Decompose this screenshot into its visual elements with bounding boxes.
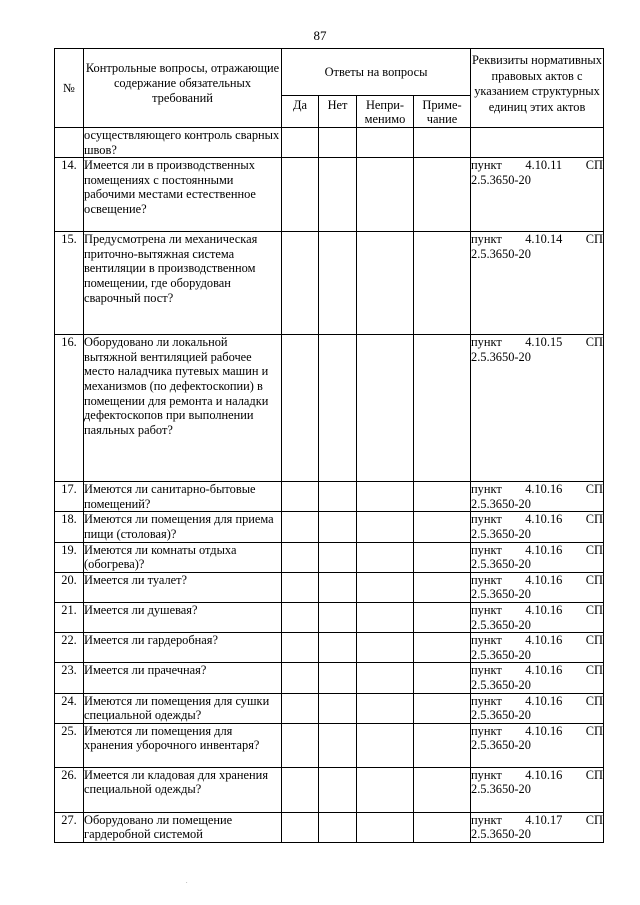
ref-clause-number: 4.10.16	[525, 767, 563, 782]
answer-note-cell[interactable]	[414, 723, 471, 767]
row-number: 20.	[55, 572, 84, 602]
ref-code: СП	[585, 542, 604, 557]
row-number: 19.	[55, 542, 84, 572]
table-row	[55, 663, 604, 693]
row-question: Имеются ли помещения для сушки специальной одежды?	[84, 693, 282, 723]
ref-document: 2.5.3650-20	[471, 708, 531, 723]
row-question: осуществляющего контроль сварных швов?	[84, 128, 282, 158]
ref-document: 2.5.3650-20	[471, 677, 531, 692]
answer-yes-cell[interactable]	[282, 335, 319, 482]
answer-note-cell[interactable]	[414, 158, 471, 232]
ref-clause-number: 4.10.16	[525, 693, 563, 708]
ref-document: 2.5.3650-20	[471, 496, 531, 511]
ref-document: 2.5.3650-20	[471, 349, 531, 364]
row-number: 24.	[55, 693, 84, 723]
ref-point: пункт	[471, 335, 502, 350]
table-row	[55, 812, 604, 842]
ref-point: пункт	[471, 482, 502, 497]
header-answer-no: Нет	[319, 96, 357, 128]
answer-not-applicable-cell[interactable]	[357, 633, 414, 663]
answer-not-applicable-cell[interactable]	[357, 602, 414, 632]
header-answer-note: Приме- чание	[414, 96, 471, 128]
ref-point: пункт	[471, 663, 502, 678]
ref-code: СП	[585, 482, 604, 497]
row-number: 15.	[55, 232, 84, 335]
ref-point: пункт	[471, 633, 502, 648]
ref-clause-number: 4.10.14	[525, 232, 563, 247]
header-answer-yes: Да	[282, 96, 319, 128]
table-row	[55, 232, 604, 335]
ref-clause-number: 4.10.11	[525, 158, 563, 173]
row-requisites	[471, 158, 604, 232]
row-question: Имеется ли прачечная?	[84, 663, 282, 693]
row-requisites	[471, 128, 604, 158]
row-number: 26.	[55, 767, 84, 812]
table-row	[55, 512, 604, 542]
answer-no-cell[interactable]	[319, 633, 357, 663]
row-question: Оборудовано ли локальной вытяжной вентиляцией рабочее место наладчика путевых машин и механизмов (по дефектоскопии) в помещении для ремонта и наладки дефектоскопов при выполнении паяльных работ?	[84, 335, 282, 482]
ref-point: пункт	[471, 812, 502, 827]
table-row	[55, 767, 604, 812]
answer-no-cell[interactable]	[319, 158, 357, 232]
ref-code: СП	[585, 693, 604, 708]
answer-not-applicable-cell[interactable]	[357, 572, 414, 602]
answer-yes-cell[interactable]	[282, 602, 319, 632]
answer-no-cell[interactable]	[319, 482, 357, 512]
answer-not-applicable-cell[interactable]	[357, 767, 414, 812]
answer-note-cell[interactable]	[414, 812, 471, 842]
row-number: 21.	[55, 602, 84, 632]
row-question: Имеется ли туалет?	[84, 572, 282, 602]
table-row	[55, 128, 604, 158]
row-number: 22.	[55, 633, 84, 663]
answer-no-cell[interactable]	[319, 128, 357, 158]
row-number: 17.	[55, 482, 84, 512]
ref-code: СП	[585, 663, 604, 678]
ref-code: СП	[585, 767, 604, 782]
answer-yes-cell[interactable]	[282, 767, 319, 812]
table-row	[55, 542, 604, 572]
row-number: 14.	[55, 158, 84, 232]
header-question: Контрольные вопросы, отражающие содержание обязательных требований	[84, 49, 282, 128]
ref-code: СП	[585, 232, 604, 247]
answer-not-applicable-cell[interactable]	[357, 512, 414, 542]
answer-no-cell[interactable]	[319, 542, 357, 572]
row-question: Имеется ли в производственных помещениях с постоянными рабочими местами естественное освещение?	[84, 158, 282, 232]
answer-yes-cell[interactable]	[282, 693, 319, 723]
row-question: Имеется ли гардеробная?	[84, 633, 282, 663]
answer-yes-cell[interactable]	[282, 812, 319, 842]
ref-point: пункт	[471, 572, 502, 587]
answer-not-applicable-cell[interactable]	[357, 723, 414, 767]
ref-code: СП	[585, 812, 604, 827]
answer-not-applicable-cell[interactable]	[357, 663, 414, 693]
ref-clause-number: 4.10.16	[525, 602, 563, 617]
row-requisites	[471, 633, 604, 663]
row-question: Имеются ли санитарно-бытовые помещений?	[84, 482, 282, 512]
answer-note-cell[interactable]	[414, 693, 471, 723]
ref-document: 2.5.3650-20	[471, 172, 531, 187]
ref-clause-number: 4.10.17	[525, 812, 563, 827]
answer-no-cell[interactable]	[319, 512, 357, 542]
answer-note-cell[interactable]	[414, 232, 471, 335]
row-requisites	[471, 767, 604, 812]
checklist-table	[54, 48, 604, 843]
ref-code: СП	[585, 723, 604, 738]
answer-not-applicable-cell[interactable]	[357, 812, 414, 842]
row-question: Имеются ли комнаты отдыха (обогрева)?	[84, 542, 282, 572]
answer-note-cell[interactable]	[414, 482, 471, 512]
row-requisites	[471, 542, 604, 572]
header-answers: Ответы на вопросы	[282, 49, 471, 96]
table-row	[55, 633, 604, 663]
header-requisites: Реквизиты нормативных правовых актов с указанием структурных единиц этих актов	[471, 49, 604, 128]
answer-not-applicable-cell[interactable]	[357, 335, 414, 482]
ref-point: пункт	[471, 602, 502, 617]
row-requisites	[471, 335, 604, 482]
table-body	[55, 128, 604, 843]
row-requisites	[471, 512, 604, 542]
row-requisites	[471, 723, 604, 767]
answer-no-cell[interactable]	[319, 812, 357, 842]
answer-yes-cell[interactable]	[282, 512, 319, 542]
ref-clause-number: 4.10.15	[525, 335, 563, 350]
ref-code: СП	[585, 633, 604, 648]
row-number: 25.	[55, 723, 84, 767]
answer-note-cell[interactable]	[414, 663, 471, 693]
row-requisites	[471, 693, 604, 723]
row-requisites	[471, 482, 604, 512]
answer-note-cell[interactable]	[414, 602, 471, 632]
page-number: 87	[313, 28, 327, 43]
ref-point: пункт	[471, 767, 502, 782]
answer-no-cell[interactable]	[319, 767, 357, 812]
ref-point: пункт	[471, 723, 502, 738]
answer-no-cell[interactable]	[319, 663, 357, 693]
row-question: Оборудовано ли помещение гардеробной системой	[84, 812, 282, 842]
answer-not-applicable-cell[interactable]	[357, 232, 414, 335]
ref-document: 2.5.3650-20	[471, 738, 531, 753]
answer-yes-cell[interactable]	[282, 663, 319, 693]
table-row	[55, 158, 604, 232]
row-question: Предусмотрена ли механическая приточно-вытяжная система вентиляции в производственном помещении, где оборудован сварочный пост?	[84, 232, 282, 335]
answer-not-applicable-cell[interactable]	[357, 158, 414, 232]
answer-yes-cell[interactable]	[282, 572, 319, 602]
ref-clause-number: 4.10.16	[525, 723, 563, 738]
ref-document: 2.5.3650-20	[471, 526, 531, 541]
answer-not-applicable-cell[interactable]	[357, 482, 414, 512]
answer-not-applicable-cell[interactable]	[357, 128, 414, 158]
answer-note-cell[interactable]	[414, 572, 471, 602]
row-requisites	[471, 663, 604, 693]
ref-code: СП	[585, 572, 604, 587]
ref-document: 2.5.3650-20	[471, 587, 531, 602]
ref-point: пункт	[471, 542, 502, 557]
row-question: Имеется ли кладовая для хранения специальной одежды?	[84, 767, 282, 812]
ref-document: 2.5.3650-20	[471, 246, 531, 261]
row-number: 23.	[55, 663, 84, 693]
ref-document: 2.5.3650-20	[471, 647, 531, 662]
ref-point: пункт	[471, 693, 502, 708]
answer-note-cell[interactable]	[414, 542, 471, 572]
answer-note-cell[interactable]	[414, 128, 471, 158]
answer-yes-cell[interactable]	[282, 633, 319, 663]
answer-no-cell[interactable]	[319, 232, 357, 335]
answer-note-cell[interactable]	[414, 767, 471, 812]
row-number: 18.	[55, 512, 84, 542]
ref-document: 2.5.3650-20	[471, 827, 531, 842]
row-question: Имеются ли помещения для хранения уборочного инвентаря?	[84, 723, 282, 767]
answer-no-cell[interactable]	[319, 572, 357, 602]
header-number: №	[55, 49, 84, 128]
answer-yes-cell[interactable]	[282, 158, 319, 232]
answer-no-cell[interactable]	[319, 602, 357, 632]
answer-no-cell[interactable]	[319, 723, 357, 767]
answer-note-cell[interactable]	[414, 335, 471, 482]
row-number: 16.	[55, 335, 84, 482]
ref-document: 2.5.3650-20	[471, 782, 531, 797]
row-requisites	[471, 602, 604, 632]
ref-code: СП	[585, 335, 604, 350]
ref-clause-number: 4.10.16	[525, 542, 563, 557]
answer-not-applicable-cell[interactable]	[357, 693, 414, 723]
answer-note-cell[interactable]	[414, 512, 471, 542]
table-row	[55, 723, 604, 767]
ref-code: СП	[585, 158, 603, 173]
ref-clause-number: 4.10.16	[525, 633, 563, 648]
answer-yes-cell[interactable]	[282, 482, 319, 512]
footer-mark: .	[186, 879, 188, 885]
answer-yes-cell[interactable]	[282, 128, 319, 158]
ref-point: пункт	[471, 158, 502, 173]
table-row	[55, 693, 604, 723]
table-row	[55, 482, 604, 512]
row-number	[55, 128, 84, 158]
ref-point: пункт	[471, 232, 502, 247]
answer-no-cell[interactable]	[319, 335, 357, 482]
row-requisites	[471, 232, 604, 335]
ref-document: 2.5.3650-20	[471, 617, 531, 632]
row-number: 27.	[55, 812, 84, 842]
row-question: Имеется ли душевая?	[84, 602, 282, 632]
ref-point: пункт	[471, 512, 502, 527]
answer-note-cell[interactable]	[414, 633, 471, 663]
ref-code: СП	[585, 602, 604, 617]
answer-no-cell[interactable]	[319, 693, 357, 723]
answer-yes-cell[interactable]	[282, 723, 319, 767]
ref-clause-number: 4.10.16	[525, 663, 563, 678]
header-answer-not-applicable: Непри- менимо	[357, 96, 414, 128]
ref-clause-number: 4.10.16	[525, 572, 563, 587]
row-requisites	[471, 812, 604, 842]
row-question: Имеются ли помещения для приема пищи (столовая)?	[84, 512, 282, 542]
table-row	[55, 335, 604, 482]
ref-clause-number: 4.10.16	[525, 482, 563, 497]
answer-not-applicable-cell[interactable]	[357, 542, 414, 572]
row-requisites	[471, 572, 604, 602]
ref-code: СП	[585, 512, 604, 527]
answer-yes-cell[interactable]	[282, 542, 319, 572]
answer-yes-cell[interactable]	[282, 232, 319, 335]
ref-document: 2.5.3650-20	[471, 557, 531, 572]
table-row	[55, 602, 604, 632]
table-row	[55, 572, 604, 602]
ref-clause-number: 4.10.16	[525, 512, 563, 527]
